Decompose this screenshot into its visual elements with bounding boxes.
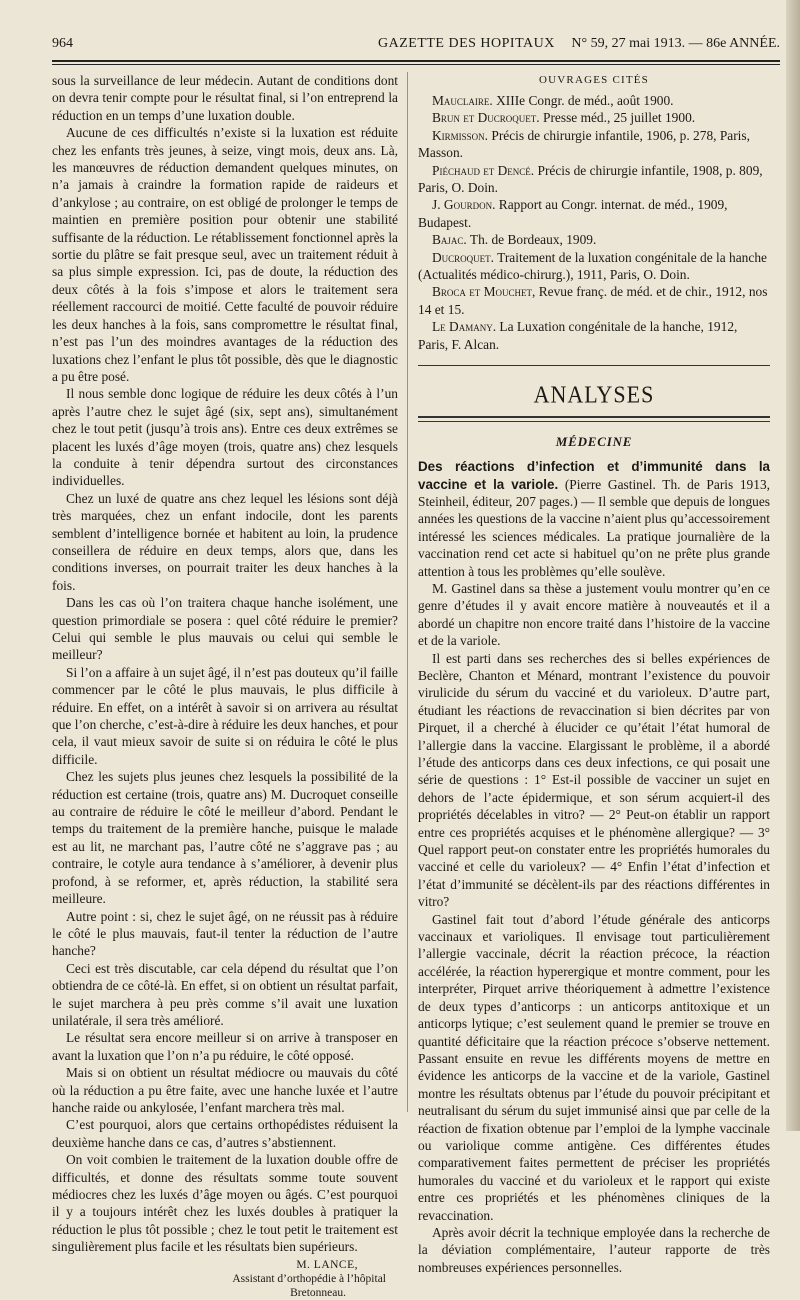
cited-works-title: OUVRAGES CITÉS: [539, 74, 649, 86]
issue-line: N° 59, 27 mai 1913. — 86e ANNÉE.: [571, 36, 780, 51]
reference-details: Précis de chirurgie infantile, 1906, p. 278, Paris, Masson.: [418, 127, 750, 161]
paragraph: On voit combien le traitement de la luxation double offre de difficultés, et donne des résultats somme toute souvent médiocres chez les luxés d’âge moyen ou âgés. C’est pourquoi il y a toujours intérêt chez les luxés doubles à pratiquer la réduction le plus tôt possible ; chez le tout petit le traitement est singulièrement plus facile et les résultats bien supérieurs.: [52, 1152, 398, 1255]
paragraph: M. Gastinel dans sa thèse a justement voulu montrer qu’en ce genre d’études il y avait encore matière à nouveautés et il a abordé un chapitre non encore traité dans l’histoire de la vaccine et de la variole.: [418, 580, 770, 649]
reference-authors: Mauclaire.: [432, 93, 493, 108]
reference-authors: Le Damany.: [432, 319, 497, 335]
analyses-heading: ANALYSES: [533, 380, 655, 409]
author-name: M. LANCE,: [296, 1258, 358, 1271]
reference-entry: [418, 231, 770, 248]
reference-details: Rapport au Congr. internat. de méd., 1909, Budapest.: [418, 197, 728, 230]
reference-details: Revue franç. de méd. et de chir., 1912, nos 14 et 15.: [418, 284, 768, 317]
journal-title: GAZETTE DES HOPITAUX: [378, 36, 555, 51]
paragraph: Ceci est très discutable, car cela dépend du résultat que l’on obtiendra de ce côté-là. En effet, si on obtient un résultat parfait, le sujet marchera à peu près comme s’il avait une luxation unilatérale, il sera très amélioré.: [52, 960, 398, 1028]
reference-entry: [418, 318, 770, 353]
reference-entry: [418, 162, 770, 197]
reference-list: [418, 92, 770, 353]
paragraph: Après avoir décrit la technique employée dans la recherche de la déviation complémentaire, l’auteur rapporte de très nombreuses expériences personnelles.: [418, 1224, 770, 1275]
reference-entry: [418, 109, 770, 126]
paragraph: Chez un luxé de quatre ans chez lequel les lésions sont déjà très marquées, chez un enfant indocile, dont les parents semblent d’intelligence bornée et habitent au loin, la prudence conseillera de réduire en deux temps, alors que, dans les conditions inverses, on pourrait traiter les deux hanches à la fois.: [52, 490, 398, 593]
author-signature: [52, 1258, 398, 1300]
paragraph: C’est pourquoi, alors que certains orthopédistes réduisent la deuxième hanche dans ce cas, d’autres s’abstiennent.: [52, 1117, 398, 1150]
paragraph: Mais si on obtient un résultat médiocre ou mauvais du côté où la réduction a pu être faite, avec une hanche luxée et l’autre hanche raide ou ankylosée, l’enfant marchera très mal.: [52, 1065, 398, 1115]
paragraph: Autre point : si, chez le sujet âgé, on ne réussit pas à réduire le côté le plus mauvais, faut-il tenter la réduction de l’autre hanche?: [52, 908, 398, 959]
author-affiliation: Assistant d’orthopédie à l’hôpital: [232, 1272, 386, 1285]
paragraph: Aucune de ces difficultés n’existe si la luxation est réduite chez les enfants très jeunes, à seize, vingt mois, deux ans. Là, les manœuvres de réduction demandent quelques minutes, on n’a jamais à craindre la formation rapide de raideurs et d’ankylose ; au contraire, on est obligé de prolonger le temps de maintien en première position pour obtenir une stabilité suffisante de la réduction. Le rétablissement fonctionnel après la sortie du plâtre se fait presque seul, avec un traitement réduit à sa plus simple expression. Ici, pas de doute, la réduction des deux côtés à la fois s’impose et alors le traitement sera réellement raccourci de moitié. Cette faculté de pouvoir réduire les deux hanches à la fois, sans compromettre le résultat final, n’est pas l’un des moindres avantages de la réduction des luxations chez l’enfant le plus tôt possible, dès que le diagnostic a pu être posé.: [52, 125, 398, 384]
reference-authors: Piéchaud et Dencé.: [432, 162, 535, 178]
left-column: [52, 72, 398, 1300]
page-edge: [786, 0, 800, 1131]
paragraph: Gastinel fait tout d’abord l’étude générale des anticorps vaccinaux et varioliques. Il envisage tout particulièrement l’allergie vaccinale, décrit la réaction précoce, la réaction accélérée, la réaction hyperergique et montre comment, pour les interpréter, Pirquet arrive théoriquement à admettre l’existence de deux types d’anticorps : un anticorps antitoxique et un anticorps lytique; c’est seulement quand le premier se trouve en quantité déficitaire que la réaction précoce s’observe nettement. Passant ensuite en revue les différents moyens de mettre en évidence les anticorps de la vaccine et de la variole, Gastinel montre les résultats obtenus par l’étude du pouvoir précipitant et neutralisant du sérum du sujet immunisé ainsi que par celle de la réaction de fixation obtenue par l’emploi de la lymphe vaccinale ou variolique comme antigène. Ces différentes études comparativement faites permettent de préciser les propriétés humorales du vacciné et du varioleux et le rapport qui existe entre ces propriétés et les phénomènes cliniques de la revaccination.: [418, 911, 770, 1223]
reference-entry: [418, 127, 770, 162]
paragraph: Si l’on a affaire à un sujet âgé, il n’est pas douteux qu’il faille commencer par le côté le plus mauvais, le plus difficile à réduire. En effet, on a intérêt à savoir si on arrivera au résultat que l’on cherche, c’est-à-dire à réduire les deux hanches, et pour cela, il vaut mieux savoir de suite si on réduira le côté le plus difficile.: [52, 664, 398, 767]
reference-details: Précis de chirurgie infantile, 1908, p. 809, Paris, O. Doin.: [418, 162, 763, 196]
reference-authors: Broca et Mouchet,: [432, 284, 536, 300]
article-title: Des réactions d’infection et d’immunité dans la vaccine et la variole.: [418, 459, 770, 492]
section-heading: MÉDECINE: [555, 434, 633, 450]
paragraph: Chez les sujets plus jeunes chez lesquels la possibilité de la réduction est certaine (trois, quatre ans) M. Ducroquet conseille au contraire de réduire le côté le meilleur d’abord. Pendant le temps du traitement de la première hanche, puisque le malade est au lit, ne marchant pas, l’autre côté ne s’aggrave pas ; au contraire, le cotyle aura tendance à s’améliorer, à devenir plus profond, à se reformer, et, après réduction, la stabilité sera meilleure.: [52, 769, 398, 907]
header-rule: [52, 60, 780, 62]
column-separator: [407, 72, 408, 1112]
right-column: [418, 72, 770, 1276]
article-lead: [418, 458, 770, 580]
reference-details: Th. de Bordeaux, 1909.: [466, 232, 597, 248]
reference-details: La Luxation congénitale de la hanche, 1912, Paris, F. Alcan.: [418, 319, 738, 352]
reference-authors: Brun et Ducroquet.: [432, 110, 540, 126]
paragraph: Il est parti dans ses recherches des si belles expériences de Beclère, Chanton et Ménard, montrant l’existence du pouvoir virulicide du sérum du vacciné et du varioleux. D’autre part, étudiant les réactions de revaccination si bien décrites par von Pirquet, il a cherché à élucider ce qu’était l’état humoral de l’allergie dans la vaccine. Elargissant le problème, il a abordé l’étude des anticorps dans ces deux infections, ce qui posait une série de questions : 1° Est-il possible de vacciner un sujet en dehors de l’acte épidermique, et son sérum acquiert-il des propriétés décelables in vitro? — 2° Peut-on établir un rapport entre ces propriétés acquises et le phénomène allergique? — 3° Quel rapport peut-on constater entre les propriétés humorales du vacciné et celle du varioleux? — 4° Enfin l’état d’infection et l’état d’immunité se décèlent-ils par des réactions différentes in vitro?: [418, 650, 770, 910]
analyses-rule: [418, 416, 770, 422]
author-affiliation-2: Bretonneau.: [290, 1286, 346, 1299]
page-number: 964: [52, 36, 73, 51]
paragraph: Dans les cas où l’on traitera chaque hanche isolément, une question primordiale se posera : quel côté réduire le premier? Celui qui semble le plus mauvais ou celui qui semble le meilleur?: [52, 595, 398, 663]
paragraph: sous la surveillance de leur médecin. Autant de conditions dont on devra tenir compte pour le résultat final, si l’on entreprend la réduction en un temps d’une luxation double.: [52, 73, 398, 123]
reference-details: Presse méd., 25 juillet 1900.: [539, 110, 696, 126]
article-citation: (Pierre Gastinel. Th. de Paris 1913, Steinheil, éditeur, 207 pages.) — Il semble que depuis de longues années les questions de la vaccine n’aient plus qu’accessoirement intéressé les sciences médicales. La pratique journalière de la vaccination rend cet acte si habituel qu’on ne prête plus grande attention à tous les problèmes qu’elle soulève.: [418, 476, 770, 579]
reference-entry: [418, 283, 770, 318]
running-header: [52, 36, 780, 58]
reference-entry: [418, 92, 770, 109]
reference-entry: [418, 196, 770, 231]
paragraph: Il nous semble donc logique de réduire les deux côtés à l’un après l’autre chez le sujet âgé (six, sept ans), simultanément chez le tout petit (jusqu’à trois ans). Entre ces deux extrêmes se placent les luxés d’âge moyen (trois, quatre ans) chez lesquels la conduite à tenir dépendra surtout des circonstances individuelles.: [52, 386, 398, 489]
reference-details: XIIIe Congr. de méd., août 1900.: [492, 93, 674, 108]
reference-authors: Ducroquet.: [432, 249, 495, 265]
reference-details: Traitement de la luxation congénitale de la hanche (Actualités médico-chirurg.), 1911, Paris, O. Doin.: [418, 249, 767, 283]
header-rule-thin: [52, 64, 780, 65]
section-rule: [418, 365, 770, 366]
reference-authors: J. Gourdon.: [432, 197, 496, 213]
reference-authors: Bajac.: [432, 232, 467, 248]
reference-entry: [418, 249, 770, 284]
reference-authors: Kirmisson.: [432, 127, 489, 143]
paragraph: Le résultat sera encore meilleur si on arrive à transposer en avant la luxation que l’on n’a pu réduire, le côté opposé.: [52, 1030, 398, 1063]
